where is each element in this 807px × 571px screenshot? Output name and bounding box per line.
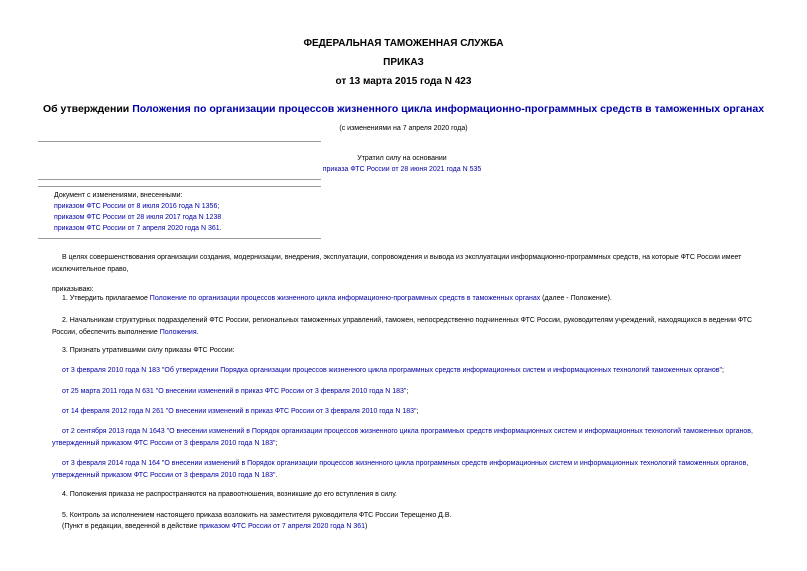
preamble-paragraph: В целях совершенствования организации создания, модернизации, внедрения, эксплуатации, сопровождения и вывода из эксплуатации информационно-программных средств, на которые ФТС России имеет исключительное право, xyxy=(52,254,742,273)
repealed-item-tail: ; xyxy=(721,367,724,374)
p1-tail: (далее - Положение). xyxy=(540,295,612,302)
paragraph-3: 3. Признать утратившими силу приказы ФТС России: xyxy=(62,347,235,354)
changes-heading: Документ с изменениями, внесенными: xyxy=(54,192,183,199)
repealed-order-link[interactable]: от 25 марта 2011 года N 631 "О внесении изменений в приказ ФТС России от 3 февраля 2010 года N 183" xyxy=(62,388,407,395)
document-title xyxy=(0,103,807,115)
doc-date-number: от 13 марта 2015 года N 423 xyxy=(335,76,472,87)
repealed-item-5 xyxy=(52,458,768,481)
repealed-item-2 xyxy=(52,386,768,398)
repealed-item-tail: ; xyxy=(406,388,409,395)
divider xyxy=(38,179,321,180)
title-prefix: Об утверждении xyxy=(42,103,133,115)
paragraph-5: 5. Контроль за исполнением настоящего приказа возложить на заместителя руководителя ФТС России Терещенко Д.В. xyxy=(62,512,452,519)
paragraph-1 xyxy=(52,293,768,305)
change-link-2[interactable]: приказом ФТС России от 28 июля 2017 года N 1238 xyxy=(54,214,222,221)
repealed-item-tail: ; xyxy=(275,439,278,447)
repealed-order-link[interactable]: от 3 февраля 2010 года N 183 "Об утверждении Порядка организации процессов жизненного цикла программных средств информационных систем и информационных технологий таможенных органов" xyxy=(62,367,722,374)
repealed-order-link[interactable]: от 3 февраля 2014 года N 164 "О внесении изменений в Порядок организации процессов жизненного цикла программных средств информационных систем и информационных технологий таможенных органов, утвержденный приказом ФТС России от 3 февраля 2010 года N 183" xyxy=(52,460,749,479)
regulation-short-link[interactable]: Положения xyxy=(159,328,197,336)
repealed-item-tail: . xyxy=(275,471,278,479)
expired-order-link[interactable]: приказа ФТС России от 28 июня 2021 года N 535 xyxy=(322,166,482,173)
repealed-item-3 xyxy=(52,406,768,418)
title-link[interactable]: Положения по организации процессов жизненного цикла информационно-программных средств в таможенных органах xyxy=(132,103,765,115)
divider xyxy=(38,238,321,239)
repealed-item-tail: ; xyxy=(416,408,419,415)
p2-text: 2. Начальникам структурных подразделений ФТС России, региональных таможенных управлений, таможен, непосредственно подчиненных ФТС России, руководителям учреждений, находящихся в ведении ФТС России, обеспечить выполнение xyxy=(52,317,753,336)
order-word: приказываю: xyxy=(52,286,94,293)
p2-tail: . xyxy=(196,328,199,336)
p1-text: 1. Утвердить прилагаемое xyxy=(62,295,150,302)
amending-order-link[interactable]: приказом ФТС России от 7 апреля 2020 года N 361 xyxy=(199,523,366,530)
repealed-order-link[interactable]: от 2 сентября 2013 года N 1643 "О внесении изменений в Порядок организации процессов жизненного цикла программных средств информационных систем и информационных технологий таможенных органов, утвержденный приказом ФТС России от 3 февраля 2010 года N 183" xyxy=(52,428,753,447)
paragraph-4: 4. Положения приказа не распространяются на правоотношения, возникшие до его вступления в силу. xyxy=(62,491,397,498)
repealed-order-link[interactable]: от 14 февраля 2012 года N 261 "О внесении изменений в приказ ФТС России от 3 февраля 2010 года N 183" xyxy=(62,408,417,415)
doc-type-heading: ПРИКАЗ xyxy=(383,57,424,68)
p5-note-text: (Пункт в редакции, введенной в действие xyxy=(62,523,200,530)
expired-note: Утратил силу на основании xyxy=(357,155,447,162)
divider xyxy=(38,141,321,142)
repealed-item-1 xyxy=(52,365,768,377)
change-link-1[interactable]: приказом ФТС России от 8 июля 2016 года N 1356; xyxy=(54,203,220,210)
agency-heading: ФЕДЕРАЛЬНАЯ ТАМОЖЕННАЯ СЛУЖБА xyxy=(303,38,504,49)
paragraph-2 xyxy=(52,315,768,338)
change-link-3[interactable]: приказом ФТС России от 7 апреля 2020 года N 361. xyxy=(54,225,222,232)
regulation-link[interactable]: Положение по организации процессов жизненного цикла информационно-программных средств в таможенных органах xyxy=(149,295,541,302)
divider xyxy=(38,186,321,187)
p5-note-tail: ) xyxy=(365,523,368,530)
repealed-item-4 xyxy=(52,426,768,449)
paragraph-5-note xyxy=(52,521,768,533)
amended-note: (с изменениями на 7 апреля 2020 года) xyxy=(339,125,468,132)
